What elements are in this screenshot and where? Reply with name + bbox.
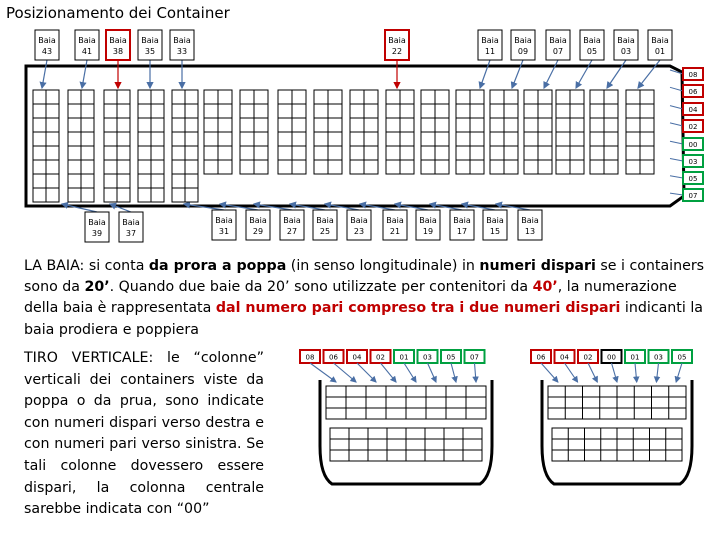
bay-grid	[626, 90, 654, 174]
bay-number: 33	[176, 47, 188, 56]
section-grid-lower	[552, 428, 682, 461]
bay-grid	[104, 90, 130, 202]
bay-word: Baia	[109, 36, 127, 45]
label-text: 08	[688, 71, 698, 79]
bay-grid	[524, 90, 552, 174]
label-text: 04	[352, 353, 362, 362]
tier-label	[683, 68, 703, 80]
text-run: LA BAIA: si conta	[24, 258, 149, 274]
bay-number: 09	[517, 47, 529, 56]
section-tier-label	[300, 350, 320, 363]
bottom-bay-label	[383, 210, 407, 240]
label-text: 02	[583, 353, 593, 362]
section-tier-label	[371, 350, 391, 363]
section-tier-label	[602, 350, 622, 363]
bay-grid	[590, 90, 618, 174]
top-bay-label-center	[385, 30, 409, 60]
label-text: 05	[446, 353, 456, 362]
section-pointer	[428, 363, 437, 382]
section-tier-label	[394, 350, 414, 363]
bay-number: 07	[552, 47, 564, 56]
top-bay-label	[580, 30, 604, 60]
text-run: se i containers sono da	[24, 258, 705, 296]
bay-word: Baia	[88, 218, 106, 227]
bay-grid	[240, 90, 268, 174]
section-pointer	[612, 363, 618, 382]
label-text: 06	[536, 353, 546, 362]
bay-grid	[456, 90, 484, 174]
bay-word: Baia	[283, 216, 301, 225]
label-text: 07	[470, 353, 479, 362]
section-grid-lower	[330, 428, 482, 461]
tier-label	[683, 155, 703, 167]
bay-number: 11	[484, 47, 496, 56]
bottom-bay-label	[85, 212, 109, 242]
label-text: 04	[688, 106, 698, 114]
section-pointer	[656, 363, 658, 382]
bay-word: Baia	[651, 36, 669, 45]
section-pointer	[310, 363, 336, 382]
tier-label	[683, 120, 703, 132]
bay-number: 31	[218, 227, 230, 236]
bay-word: Baia	[453, 216, 471, 225]
section-tier-label	[625, 350, 645, 363]
label-text: 04	[560, 353, 569, 362]
bay-grid	[68, 90, 94, 202]
section-tier-label	[531, 350, 551, 363]
bay-number: 41	[81, 47, 93, 56]
bay-grid	[33, 90, 59, 202]
bay-number: 37	[125, 229, 137, 238]
bay-grid	[350, 90, 378, 174]
top-bay-label	[75, 30, 99, 60]
bottom-bay-label	[483, 210, 507, 240]
text-run: , la numerazione della baia è rappresentata	[24, 279, 677, 317]
bay-grid	[204, 90, 232, 174]
bay-word: Baia	[38, 36, 56, 45]
bay-word: Baia	[78, 36, 96, 45]
section-pointer	[565, 363, 578, 382]
section-pointer	[334, 363, 357, 382]
section-pointer	[676, 363, 682, 382]
bay-number: 17	[456, 227, 468, 236]
bay-grid	[138, 90, 164, 202]
section-tier-label	[555, 350, 575, 363]
bay-number: 03	[620, 47, 632, 56]
bottom-bay-label	[280, 210, 304, 240]
red-bold-run: dal numero pari compreso tra i due numeri dispari	[215, 300, 621, 317]
text-run: (in senso longitudinale) in	[286, 258, 480, 274]
section-grid-upper	[326, 386, 486, 419]
bay-word: Baia	[486, 216, 504, 225]
bay-grid	[421, 90, 449, 174]
bay-number: 25	[319, 227, 331, 236]
top-bay-label	[106, 30, 130, 60]
bay-number: 23	[353, 227, 365, 236]
top-bay-label	[511, 30, 535, 60]
bay-word: Baia	[316, 216, 334, 225]
bay-number: 29	[252, 227, 264, 236]
label-text: 05	[688, 175, 698, 183]
section-tier-label	[347, 350, 367, 363]
label-text: 05	[677, 353, 687, 362]
bay-word: Baia	[388, 36, 406, 45]
bay-grid	[490, 90, 518, 174]
bay-number: 13	[524, 227, 536, 236]
section-tier-label	[418, 350, 438, 363]
bay-number: 19	[422, 227, 434, 236]
bay-word: Baia	[141, 36, 159, 45]
section-tier-label	[465, 350, 485, 363]
bay-number: 01	[654, 47, 666, 56]
section-grid-upper	[548, 386, 686, 419]
bay-number: 35	[144, 47, 156, 56]
bay-word: Baia	[215, 216, 233, 225]
bay-number: 27	[286, 227, 298, 236]
bay-word: Baia	[521, 216, 539, 225]
bay-word: Baia	[173, 36, 191, 45]
top-bay-label	[35, 30, 59, 60]
bay-word: Baia	[386, 216, 404, 225]
bold-run: 20’	[84, 279, 110, 296]
bottom-bay-label	[313, 210, 337, 240]
bottom-bay-label	[450, 210, 474, 240]
bottom-bay-label	[212, 210, 236, 240]
top-bay-label	[546, 30, 570, 60]
bay-word: Baia	[583, 36, 601, 45]
label-text: 00	[607, 353, 616, 362]
bay-word: Baia	[549, 36, 567, 45]
bay-word: Baia	[122, 218, 140, 227]
bottom-bay-label	[518, 210, 542, 240]
section-tier-label	[324, 350, 344, 363]
bay-number: 21	[389, 227, 401, 236]
top-bay-label	[648, 30, 672, 60]
tier-label	[683, 138, 703, 150]
bay-grid	[278, 90, 306, 174]
section-pointer	[404, 363, 416, 382]
section-tier-label	[672, 350, 692, 363]
bay-grid	[556, 90, 584, 174]
label-text: 06	[329, 353, 338, 362]
tier-label	[683, 103, 703, 115]
section-pointer	[541, 363, 558, 382]
bay-number: 39	[91, 229, 103, 238]
top-bay-label	[170, 30, 194, 60]
bay-word: Baia	[419, 216, 437, 225]
bottom-bay-label	[119, 212, 143, 242]
label-text: 03	[688, 158, 698, 166]
bay-number: 15	[489, 227, 501, 236]
label-text: 03	[423, 353, 432, 362]
label-text: 02	[688, 123, 698, 131]
section-pointer	[381, 363, 397, 382]
label-text: 01	[630, 353, 640, 362]
bottom-bay-label	[347, 210, 371, 240]
red-bold-run: 40’	[532, 279, 558, 296]
top-bay-label	[138, 30, 162, 60]
bold-run: numeri dispari	[479, 258, 596, 274]
label-text: 03	[654, 353, 663, 362]
section-tier-label	[441, 350, 461, 363]
bay-word: Baia	[350, 216, 368, 225]
section-tier-label	[649, 350, 669, 363]
label-text: 06	[688, 88, 698, 96]
section-pointer	[635, 363, 637, 382]
cross-section-odd	[531, 350, 692, 484]
section-pointer	[475, 363, 477, 382]
tier-label	[683, 172, 703, 184]
bay-number: 38	[112, 47, 124, 56]
cross-section-even	[300, 350, 492, 484]
bay-word: Baia	[617, 36, 635, 45]
tier-label	[683, 85, 703, 97]
label-text: 01	[399, 353, 409, 362]
bay-grid	[386, 90, 414, 174]
bottom-bay-label	[246, 210, 270, 240]
bay-word: Baia	[249, 216, 267, 225]
label-text: 08	[305, 353, 315, 362]
text-run: . Quando due baie da 20’ sono utilizzate per contenitori da	[109, 279, 533, 296]
label-text: 07	[688, 192, 698, 200]
section-pointer	[588, 363, 597, 382]
bay-word: Baia	[514, 36, 532, 45]
bay-word: Baia	[481, 36, 499, 45]
bay-number: 22	[391, 47, 403, 56]
section-pointer	[451, 363, 456, 382]
bay-explanation	[24, 256, 708, 341]
bay-number: 43	[41, 47, 53, 56]
top-bay-label	[478, 30, 502, 60]
bay-number: 05	[586, 47, 598, 56]
tier-label	[683, 189, 703, 201]
section-pointer	[357, 363, 376, 382]
tier-explanation: TIRO VERTICALE: le “colonne” verticali dei containers viste da poppa o da prua, sono indicate con numeri dispari verso destra e con numeri pari verso sinistra. Se tali colonne dovessero essere dispari, la colonna centrale sarebbe indicata con “00”	[24, 350, 264, 518]
page-title: Posizionamento dei Container	[6, 4, 230, 22]
bold-run: da prora a poppa	[148, 258, 287, 274]
text-run: indicanti la baia prodiera e poppiera	[24, 300, 703, 338]
bottom-bay-label	[416, 210, 440, 240]
label-text: 00	[688, 141, 698, 149]
label-text: 02	[376, 353, 385, 362]
top-bay-label	[614, 30, 638, 60]
section-tier-label	[578, 350, 598, 363]
bay-grid	[172, 90, 198, 202]
bay-grid	[314, 90, 342, 174]
